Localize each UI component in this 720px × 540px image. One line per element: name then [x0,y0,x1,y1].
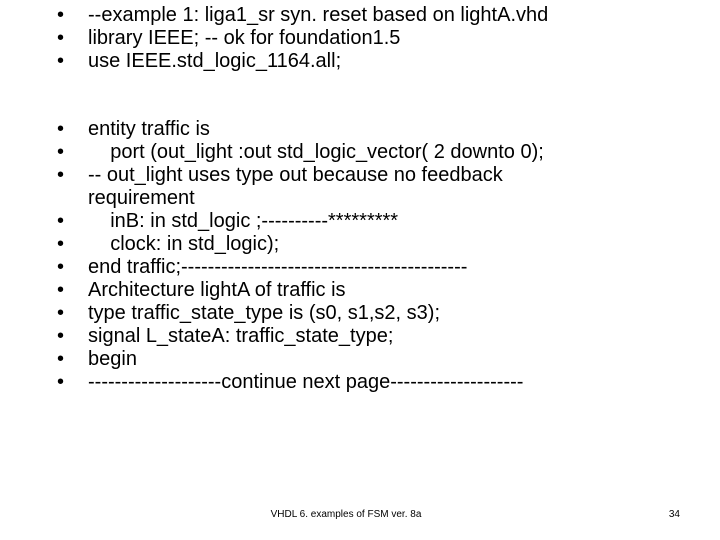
code-line: begin [88,348,137,370]
bullet-icon: • [57,118,65,140]
bullet-icon: • [57,210,65,232]
code-line: entity traffic is [88,118,210,140]
bullet-icon: • [57,325,65,347]
bullet-icon: • [57,27,65,49]
list-item [54,302,574,325]
code-line: --------------------continue next page-------------------- [88,371,524,393]
page-number: 34 [668,509,680,520]
code-line: port (out_light :out std_logic_vector( 2 downto 0); [88,141,544,163]
list-item [54,325,574,348]
code-line: type traffic_state_type is (s0, s1,s2, s3); [88,302,441,324]
bullet-icon: • [57,141,65,163]
code-line: inB: in std_logic ;----------********* [88,210,399,232]
bullet-icon: • [57,279,65,301]
code-line: signal L_stateA: traffic_state_type; [88,325,394,347]
code-line: --example 1: liga1_sr syn. reset based on lightA.vhd [88,4,549,26]
code-line: library IEEE; -- ok for foundation1.5 [88,27,401,49]
code-line: end traffic;------------------------------------------- [88,256,468,278]
bullet-icon: • [57,164,65,186]
list-item [54,4,548,27]
code-line: Architecture lightA of traffic is [88,279,346,301]
bullet-icon: • [57,348,65,370]
bullet-icon: • [57,233,65,255]
bullet-icon: • [57,256,65,278]
bullet-icon: • [57,371,65,393]
list-item [54,141,574,164]
code-block-entity [54,118,574,394]
list-item [54,371,574,394]
list-item [54,256,574,279]
list-item [54,27,548,50]
list-item [54,50,548,73]
bullet-icon: • [57,302,65,324]
code-block-header [54,4,548,73]
list-item [54,164,574,210]
code-line: -- out_light uses type out because no feedback requirement [88,164,509,209]
footer-title: VHDL 6. examples of FSM ver. 8a [270,509,422,520]
list-item [54,233,574,256]
bullet-icon: • [57,50,65,72]
list-item [54,210,574,233]
bullet-icon: • [57,4,65,26]
code-line: use IEEE.std_logic_1164.all; [88,50,342,72]
list-item [54,348,574,371]
list-item [54,279,574,302]
list-item [54,118,574,141]
code-line: clock: in std_logic); [88,233,280,255]
